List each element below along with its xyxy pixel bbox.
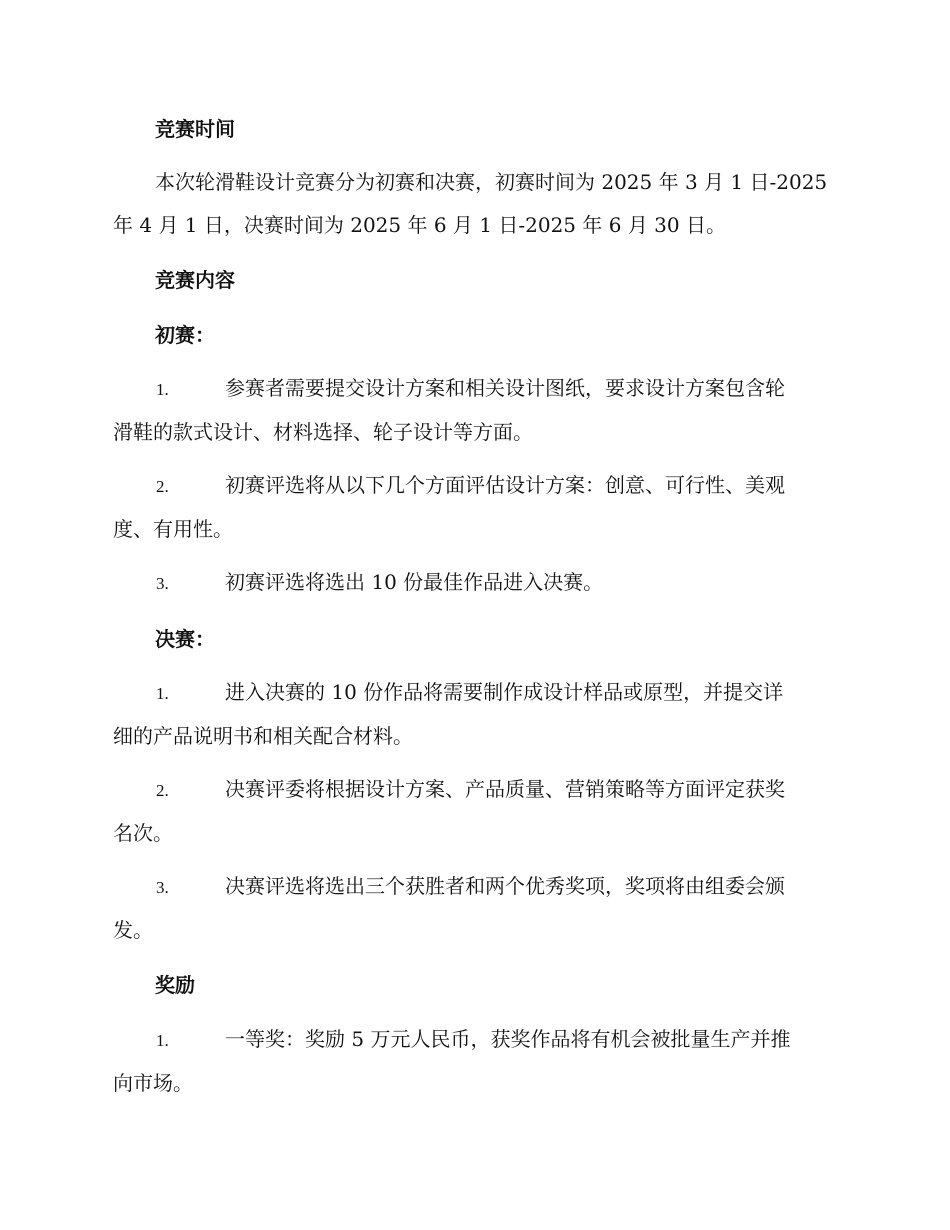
list-text: 向市场。 — [113, 1071, 193, 1095]
list-item — [113, 561, 843, 605]
list-number: 1. — [156, 380, 169, 399]
list-text: 决赛评委将根据设计方案、产品质量、营销策略等方面评定获奖 — [225, 777, 785, 801]
list-item — [113, 865, 843, 952]
paragraph-line: 本次轮滑鞋设计竞赛分为初赛和决赛，初赛时间为 2025 年 3 月 1 日-2025 — [155, 170, 828, 194]
list-number: 3. — [156, 574, 169, 593]
list-text: 度、有用性。 — [113, 517, 233, 541]
list-text: 初赛评选将从以下几个方面评估设计方案：创意、可行性、美观 — [225, 473, 785, 497]
list-item — [113, 1018, 843, 1105]
list-text: 决赛评选将选出三个获胜者和两个优秀奖项，奖项将由组委会颁 — [225, 874, 785, 898]
list-item — [113, 367, 843, 454]
paragraph-competition-time — [113, 161, 843, 247]
list-text: 进入决赛的 10 份作品将需要制作成设计样品或原型，并提交详 — [225, 680, 784, 704]
paragraph-line: 年 4 月 1 日，决赛时间为 2025 年 6 月 1 日-2025 年 6 月 30 日。 — [113, 213, 726, 237]
heading-final: 决赛： — [155, 627, 215, 651]
heading-preliminary: 初赛： — [155, 323, 215, 347]
list-number: 2. — [156, 477, 169, 496]
list-number: 1. — [156, 684, 169, 703]
list-text: 名次。 — [113, 821, 173, 845]
list-number: 2. — [156, 781, 169, 800]
list-item — [113, 464, 843, 551]
list-item — [113, 671, 843, 758]
list-number: 3. — [156, 878, 169, 897]
list-text: 细的产品说明书和相关配合材料。 — [113, 724, 413, 748]
list-text: 发。 — [113, 918, 153, 942]
list-text: 滑鞋的款式设计、材料选择、轮子设计等方面。 — [113, 420, 533, 444]
heading-competition-content: 竞赛内容 — [155, 268, 235, 292]
list-item — [113, 768, 843, 855]
list-text: 参赛者需要提交设计方案和相关设计图纸，要求设计方案包含轮 — [225, 376, 785, 400]
list-text: 初赛评选将选出 10 份最佳作品进入决赛。 — [225, 570, 604, 594]
list-number: 1. — [156, 1031, 169, 1050]
heading-competition-time: 竞赛时间 — [155, 117, 235, 141]
list-text: 一等奖：奖励 5 万元人民币，获奖作品将有机会被批量生产并推 — [225, 1027, 791, 1051]
heading-awards: 奖励 — [155, 973, 195, 997]
